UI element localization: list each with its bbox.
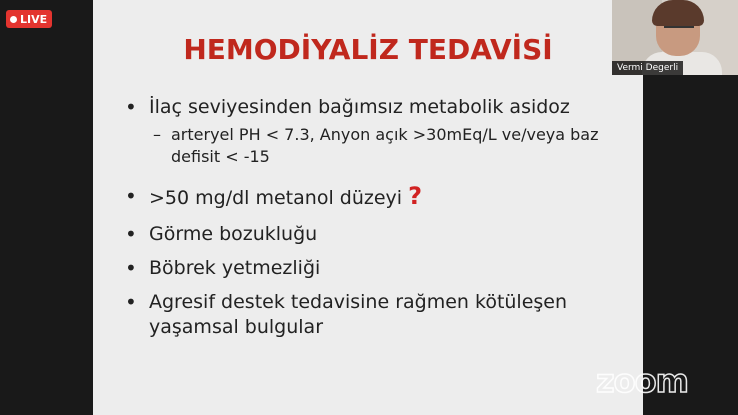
bullet-item	[123, 222, 633, 247]
participant-hair	[652, 0, 704, 26]
dash-icon: –	[153, 125, 161, 144]
live-dot-icon	[10, 16, 17, 23]
bullet-text: İlaç seviyesinden bağımsız metabolik asidoz	[149, 96, 570, 118]
sub-bullet-text: arteryel PH < 7.3, Anyon açık >30mEq/L ve/veya baz defisit < -15	[171, 125, 599, 166]
bullet-text: Agresif destek tedavisine rağmen kötüleşen yaşamsal bulgular	[149, 291, 568, 338]
live-badge[interactable]	[6, 10, 52, 28]
bullet-text: Böbrek yetmezliği	[149, 257, 321, 279]
shared-slide	[93, 0, 643, 415]
sub-bullet-item	[123, 124, 633, 168]
letterbox-left	[0, 0, 93, 415]
bullet-text: Görme bozukluğu	[149, 223, 318, 245]
slide-title: HEMODİYALİZ TEDAVİSİ	[183, 33, 553, 66]
bullet-list	[123, 95, 633, 340]
bullet-item	[123, 184, 633, 211]
bullet-item	[123, 256, 633, 281]
bullet-item	[123, 95, 633, 120]
live-label: LIVE	[20, 12, 48, 26]
question-mark: ?	[408, 182, 422, 210]
participant-glasses	[664, 26, 694, 34]
bullet-item	[123, 290, 633, 340]
participant-video-tile[interactable]	[612, 0, 738, 75]
bullet-text: >50 mg/dl metanol düzeyi	[149, 187, 403, 209]
zoom-watermark-logo: zoom	[596, 362, 688, 400]
participant-name-label: Vermi Degerli	[612, 61, 683, 75]
